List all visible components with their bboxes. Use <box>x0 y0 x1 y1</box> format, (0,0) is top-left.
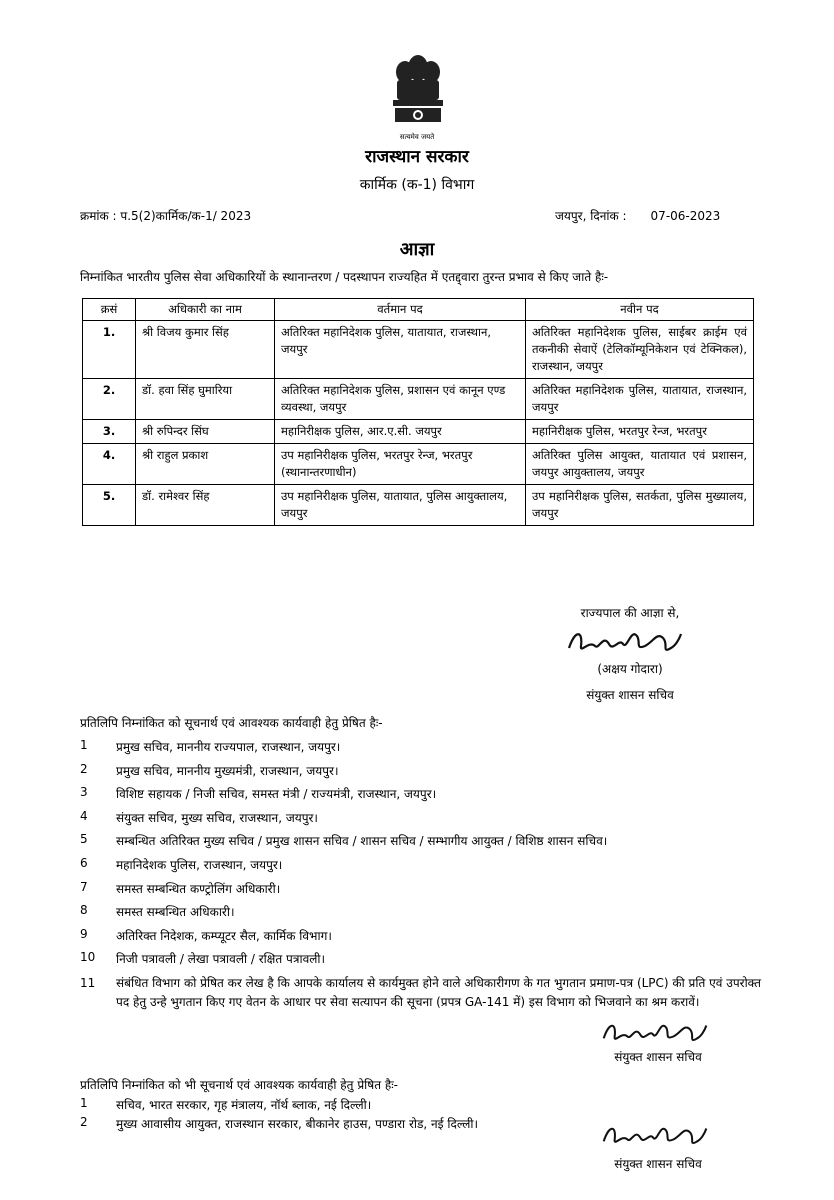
row-serial: 5. <box>83 485 136 526</box>
row-officer-name: डॉ. हवा सिंह घुमारिया <box>136 379 275 420</box>
list-item-number: 3 <box>80 785 88 800</box>
list-item-number: 1 <box>80 1096 88 1110</box>
list-item <box>80 809 776 833</box>
copy-list-signer: संयुक्त शासन सचिव <box>614 1157 702 1171</box>
list-item-text: संयुक्त सचिव, मुख्य सचिव, राजस्थान, जयपुर। <box>116 810 318 825</box>
header-name: अधिकारी का नाम <box>136 299 275 321</box>
table-row <box>83 444 754 485</box>
copy-list-signer: संयुक्त शासन सचिव <box>614 1050 702 1064</box>
list-item-text: मुख्य आवासीय आयुक्त, राजस्थान सरकार, बीकानेर हाउस, पण्डारा रोड, नई दिल्ली। <box>116 1117 479 1131</box>
list-item-number: 7 <box>80 879 88 894</box>
list-item-number: 10 <box>80 950 96 965</box>
list-item-text: निजी पत्रावली / लेखा पत्रावली / रक्षित पत्रावली। <box>116 952 326 967</box>
department-name: कार्मिक (क-1) विभाग <box>359 177 475 193</box>
signature-mark-icon <box>565 620 685 664</box>
row-new-post: अतिरिक्त महानिदेशक पुलिस, साईबर क्राईम एवं तकनीकी सेवाऐं (टेलिकॉम्यूनिकेशन एवं टेक्निकल), राजस्थान, जयपुर <box>526 321 754 379</box>
list-item <box>80 832 776 856</box>
date-label: जयपुर, दिनांक : <box>555 209 627 223</box>
list-item-number: 5 <box>80 832 88 847</box>
list-item <box>80 1096 478 1115</box>
header-new-post: नवीन पद <box>526 299 754 321</box>
list-item-text: महानिदेशक पुलिस, राजस्थान, जयपुर। <box>116 857 283 872</box>
row-officer-name: श्री राहुल प्रकाश <box>136 444 275 485</box>
transfer-table <box>82 298 754 526</box>
emblem-motto: सत्यमेव जयते <box>399 133 435 141</box>
header-current-post: वर्तमान पद <box>275 299 526 321</box>
list-item <box>80 903 776 927</box>
list-item-text: समस्त सम्बन्धित अधिकारी। <box>116 905 235 920</box>
row-current-post: महानिरीक्षक पुलिस, आर.ए.सी. जयपुर <box>275 420 526 444</box>
date-line <box>555 207 720 224</box>
row-officer-name: श्री विजय कुमार सिंह <box>136 321 275 379</box>
row-officer-name: डॉ. रामेश्वर सिंह <box>136 485 275 526</box>
row-new-post: अतिरिक्त पुलिस आयुक्त, यातायात एवं प्रशासन, जयपुर आयुक्तालय, जयपुर <box>526 444 754 485</box>
row-serial: 4. <box>83 444 136 485</box>
table-header-row <box>83 299 754 321</box>
reference-number: क्रमांक : प.5(2)कार्मिक/क-1/ 2023 <box>80 209 252 223</box>
list-item-number: 4 <box>80 808 88 823</box>
list-item-number: 2 <box>80 761 88 776</box>
header-serial: क्रसं <box>83 299 136 321</box>
table-row <box>83 379 754 420</box>
copy-list-title: प्रतिलिपि निम्नांकित को भी सूचनार्थ एवं आवश्यक कार्यवाही हेतु प्रेषित हैः- <box>80 1078 398 1092</box>
list-item-text: अतिरिक्त निदेशक, कम्प्यूटर सैल, कार्मिक विभाग। <box>116 928 332 943</box>
row-officer-name: श्री रुपिन्दर सिंघ <box>136 420 275 444</box>
list-item-number: 1 <box>80 738 88 752</box>
list-item-number: 2 <box>80 1115 88 1129</box>
row-serial: 3. <box>83 420 136 444</box>
list-item <box>80 785 776 809</box>
signatory-designation: संयुक्त शासन सचिव <box>586 688 674 702</box>
row-serial: 1. <box>83 321 136 379</box>
government-name: राजस्थान सरकार <box>365 147 469 167</box>
list-item-number: 9 <box>80 926 88 941</box>
list-item-text: विशिष्ट सहायक / निजी सचिव, समस्त मंत्री / राज्यमंत्री, राजस्थान, जयपुर। <box>116 787 437 802</box>
date-value: 07-06-2023 <box>650 209 721 223</box>
list-item-number: 8 <box>80 903 88 918</box>
list-item-text: प्रमुख सचिव, माननीय राज्यपाल, राजस्थान, जयपुर। <box>116 740 341 754</box>
list-item-number: 11 <box>80 975 96 990</box>
list-item-text: प्रमुख सचिव, माननीय मुख्यमंत्री, राजस्थान, जयपुर। <box>116 763 339 778</box>
signature-mark-icon <box>600 1115 710 1157</box>
signatory-name: (अक्षय गोदारा) <box>597 662 663 676</box>
list-item <box>80 856 776 880</box>
list-item <box>80 927 776 951</box>
list-item-text: सम्बन्धित अतिरिक्त मुख्य सचिव / प्रमुख शासन सचिव / शासन सचिव / सम्भागीय आयुक्त / विशिष्ठ शासन सचिव। <box>116 834 608 849</box>
copy-list-title: प्रतिलिपि निम्नांकित को सूचनार्थ एवं आवश्यक कार्यवाही हेतु प्रेषित हैः- <box>80 716 383 730</box>
list-item-text: सचिव, भारत सरकार, गृह मंत्रालय, नॉर्थ ब्लाक, नई दिल्ली। <box>116 1098 372 1112</box>
table-row <box>83 485 754 526</box>
list-item-text: संबंधित विभाग को प्रेषित कर लेख है कि आपके कार्यालय से कार्यमुक्त होने वाले अधिकारीगण के गत भुगतान प्रमाण-पत्र (LPC) की प्रति एवं उपरोक्त पद हेतु उन्हे भुगतान किए गए वेतन के आधार पर सेवा सत्यापन की सूचना (प्रपत्र GA-141 में) इस विभाग को भिजवाने का श्रम करावें। <box>116 975 761 1009</box>
row-serial: 2. <box>83 379 136 420</box>
list-item <box>80 738 776 762</box>
list-item <box>80 950 776 974</box>
list-item-number: 6 <box>80 855 88 870</box>
list-item <box>80 880 776 904</box>
order-intro: निम्नांकित भारतीय पुलिस सेवा अधिकारियों के स्थानान्तरण / पदस्थापन राज्यहित में एतद्द्वारा तुरन्त प्रभाव से किए जाते हैः- <box>80 270 609 284</box>
row-current-post: उप महानिरीक्षक पुलिस, भरतपुर रेन्ज, भरतपुर (स्थानान्तरणाधीन) <box>275 444 526 485</box>
list-item <box>80 974 776 1012</box>
row-new-post: महानिरीक्षक पुलिस, भरतपुर रेन्ज, भरतपुर <box>526 420 754 444</box>
list-item-text: समस्त सम्बन्धित कण्ट्रोलिंग अधिकारी। <box>116 881 281 896</box>
copy-list <box>80 738 776 1012</box>
list-item <box>80 762 776 786</box>
table-row <box>83 420 754 444</box>
row-new-post: अतिरिक्त महानिदेशक पुलिस, यातायात, राजस्थान, जयपुर <box>526 379 754 420</box>
row-current-post: अतिरिक्त महानिदेशक पुलिस, प्रशासन एवं कानून एण्ड व्यवस्था, जयपुर <box>275 379 526 420</box>
signature-authority: राज्यपाल की आज्ञा से, <box>580 606 680 620</box>
national-emblem-icon <box>383 52 453 142</box>
order-title: आज्ञा <box>399 239 435 260</box>
list-item <box>80 1115 478 1134</box>
row-new-post: उप महानिरीक्षक पुलिस, सतर्कता, पुलिस मुख्यालय, जयपुर <box>526 485 754 526</box>
copy-list <box>80 1096 478 1134</box>
row-current-post: अतिरिक्त महानिदेशक पुलिस, यातायात, राजस्थान, जयपुर <box>275 321 526 379</box>
row-current-post: उप महानिरीक्षक पुलिस, यातायात, पुलिस आयुक्तालय, जयपुर <box>275 485 526 526</box>
table-row <box>83 321 754 379</box>
